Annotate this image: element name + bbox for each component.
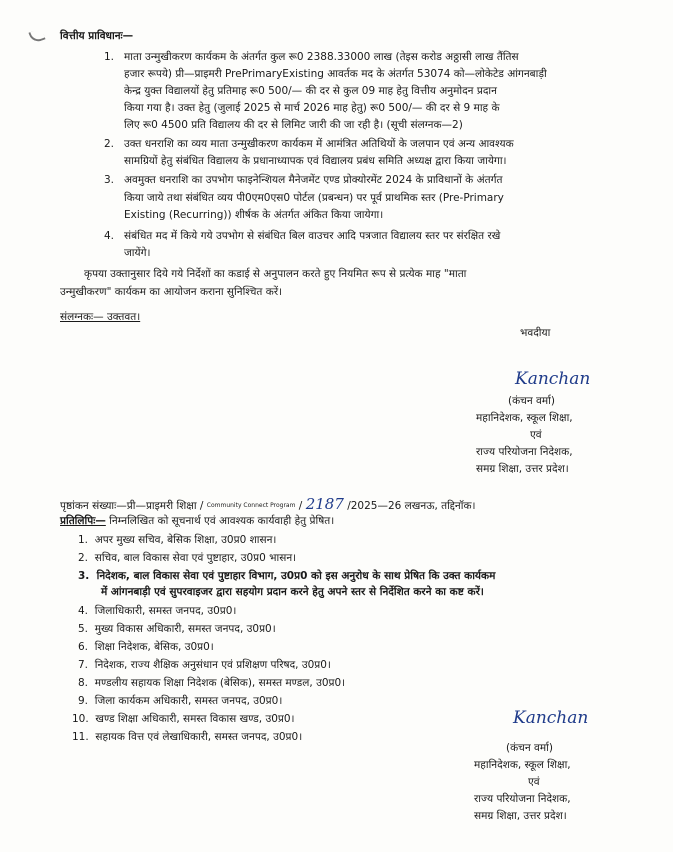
section-heading: वित्तीय प्राविधानः— [60, 30, 134, 42]
list-item: 7. निदेशक, राज्य शैक्षिक अनुसंधान एवं प्रशिक्षण परिषद, उ0प्र0। [78, 659, 331, 671]
signature-2: Kanchan [513, 708, 589, 728]
signature: Kanchan [515, 369, 591, 389]
list-item: 11. सहायक वित्त एवं लेखाधिकारी, समस्त जनपद, उ0प्र0। [72, 731, 303, 743]
salutation: भवदीया [520, 327, 551, 339]
point-number: 4. [104, 230, 115, 242]
point-1-line-4: किया गया है। उक्त हेतु (जुलाई 2025 से मार्च 2026 माह हेतु) रू0 500/— की दर से 9 माह के [124, 102, 500, 114]
signatory-title-3-b: समग्र शिक्षा, उत्तर प्रदेश। [474, 810, 567, 822]
point-1-line-2: हजार रूपये) प्री—प्राइमरी PrePrimaryExisting आवर्तक मद के अंतर्गत 53074 को—लोकेटेड आंगनबाड़ी [124, 68, 547, 80]
signatory-title-1-b: महानिदेशक, स्कूल शिक्षा, [474, 759, 571, 771]
list-item: 2. सचिव, बाल विकास सेवा एवं पुष्टाहार, उ0प्र0 भासन। [78, 552, 297, 564]
enclosure-note: संलग्नकः— उक्तवत। [60, 311, 141, 323]
list-item: 10. खण्ड शिक्षा अधिकारी, समस्त विकास खण्ड, उ0प्र0। [72, 713, 295, 725]
point-2-line-1: उक्त धनराशि का व्यय माता उन्मुखीकरण कार्यकम में आमंत्रित अतिथियों के जलपान एवं अन्य आवश्यक [124, 138, 514, 150]
reference-line [60, 496, 476, 514]
list-item: 9. जिला कार्यकम अधिकारी, समस्त जनपद, उ0प्र0। [78, 695, 283, 707]
point-1-line-3: केन्द्र युक्त विद्यालयों हेतु प्रतिमाह रू0 500/— की दर से कुल 09 माह हेतु वित्तीय अनुमोदन प्रदान [124, 85, 497, 97]
signatory-title-3: समग्र शिक्षा, उत्तर प्रदेश। [476, 463, 569, 475]
point-3-line-2: किया जाये तथा संबंधित व्यय पी0एम0एस0 पोर्टल (प्रबन्धन) पर पूर्व प्राथमिक स्तर (Pre-Primary [124, 192, 504, 204]
reference-prefix: पृष्ठांकन संख्याः—प्री—प्राइमरी शिक्षा / [60, 500, 204, 512]
list-item: 5. मुख्य विकास अधिकारी, समस्त जनपद, उ0प्र0। [78, 623, 276, 635]
point-number: 2. [104, 138, 115, 150]
closing-line-2: उन्मुखीकरण" कार्यकम का आयोजन कराना सुनिश्चित करें। [60, 286, 283, 298]
signatory-title-2: राज्य परियोजना निदेशक, [476, 446, 573, 458]
point-4-line-1: संबंधित मद में किये गये उपभोग से संबंधित बिल वाउचर आदि पत्रजात विद्यालय स्तर पर संरक्षित रखे [124, 230, 501, 242]
signatory-and: एवं [530, 429, 542, 441]
reference-number: 2187 [305, 495, 344, 513]
list-item: 8. मण्डलीय सहायक शिक्षा निदेशक (बेसिक), समस्त मण्डल, उ0प्र0। [78, 677, 346, 689]
list-item-continuation: में आंगनबाड़ी एवं सुपरवाइजर द्वारा सहयोग प्रदान करने हेतु अपने स्तर से निर्देशित करने का कष्ट करें। [101, 586, 484, 598]
copy-intro: निम्नलिखित को सूचनार्थ एवं आवश्यक कार्यवाही हेतु प्रेषित। [109, 515, 335, 527]
closing-line-1: कृपया उक्तानुसार दिये गये निर्देशों का कडाई से अनुपालन करते हुए नियमित रूप से प्रत्येक माह "माता [84, 268, 467, 280]
point-2-line-2: सामग्रियों हेतु संबंधित विद्यालय के प्रधानाध्यापक एवं विद्यालय प्रबंध समिति अध्यक्ष द्वारा किया जायेगा। [124, 155, 507, 167]
signatory-name-2: (कंचन वर्मा) [506, 742, 553, 754]
signatory-title-1: महानिदेशक, स्कूल शिक्षा, [476, 412, 573, 424]
reference-suffix: /2025—26 लखनऊ, तद्दिनॉक। [347, 500, 476, 512]
reference-separator: / [298, 500, 303, 512]
margin-mark [28, 28, 45, 44]
list-item: 4. जिलाधिकारी, समस्त जनपद, उ0प्र0। [78, 605, 237, 617]
list-item: 6. शिक्षा निदेशक, बेसिक, उ0प्र0। [78, 641, 214, 653]
reference-program: Community Connect Program [206, 502, 296, 509]
list-item: 3. निदेशक, बाल विकास सेवा एवं पुष्टाहार विभाग, उ0प्र0 को इस अनुरोध के साथ प्रेषित कि उक्त कार्यकम [78, 570, 496, 582]
point-number: 3. [104, 174, 115, 186]
signatory-name: (कंचन वर्मा) [508, 395, 555, 407]
signatory-and-b: एवं [528, 776, 540, 788]
copy-heading: प्रतिलिपिः— [60, 515, 106, 527]
copy-line [60, 513, 334, 529]
point-number: 1. [104, 51, 115, 63]
point-4-line-2: जायेंगे। [124, 247, 151, 259]
point-3-line-1: अवमुक्त धनराशि का उपभोग फाइनेन्शियल मैनेजमेंट एण्ड प्रोक्योरमेंट 2024 के प्राविधानों के अंतर्गत [124, 174, 503, 186]
list-item: 1. अपर मुख्य सचिव, बेसिक शिक्षा, उ0प्र0 शासन। [78, 534, 277, 546]
point-1-line-5: लिए रू0 4500 प्रति विद्यालय की दर से लिमिट जारी की जा रही है। (सूची संलग्नक—2) [124, 119, 463, 131]
point-3-line-3: Existing (Recurring)) शीर्षक के अंतर्गत अंकित किया जायेगा। [124, 209, 384, 221]
point-1-line-1: माता उन्मुखीकरण कार्यकम के अंतर्गत कुल रू0 2388.33000 लाख (तेइस करोड अठ्ठासी लाख तैंतिस [124, 51, 519, 63]
signatory-title-2-b: राज्य परियोजना निदेशक, [474, 793, 571, 805]
